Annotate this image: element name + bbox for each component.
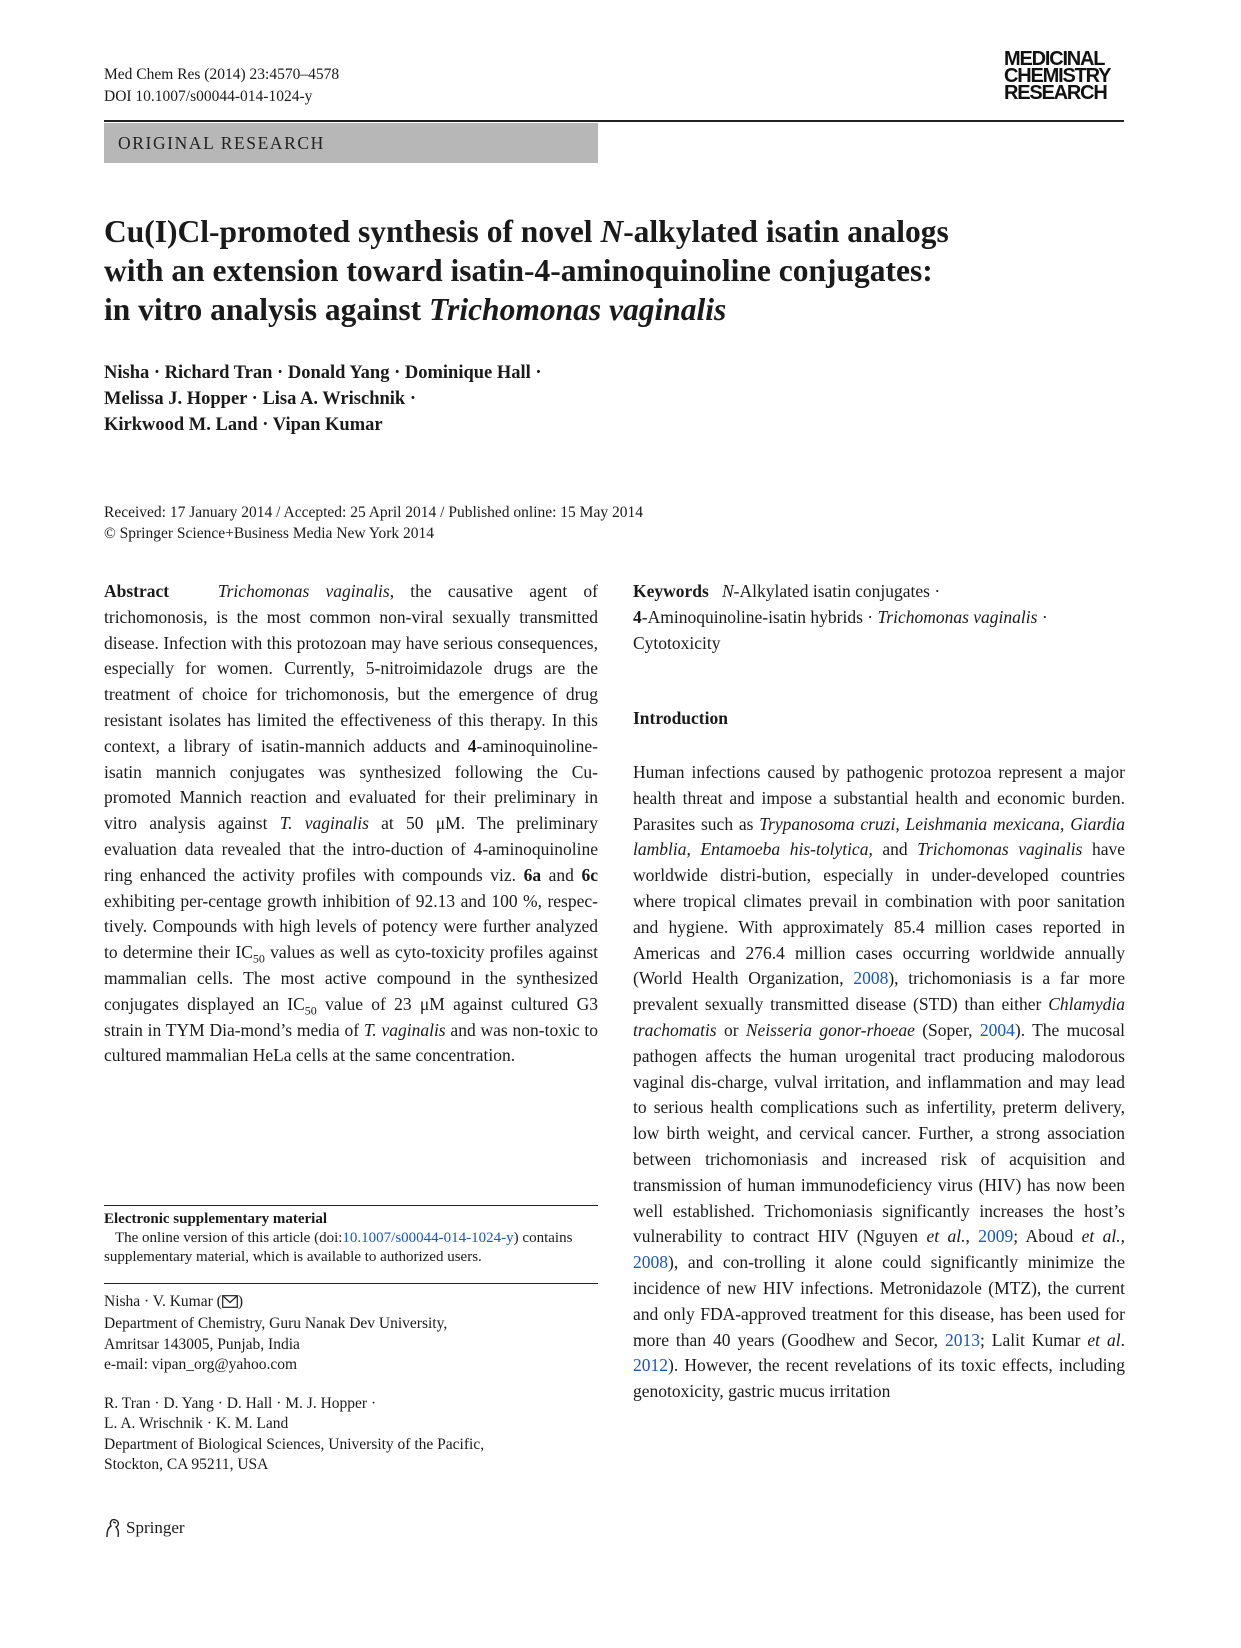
- logo-line: MEDICINAL: [1004, 48, 1105, 70]
- citation-link[interactable]: 2013: [944, 1329, 980, 1350]
- logo-line: RESEARCH: [1004, 82, 1107, 104]
- citation-link[interactable]: 2008: [853, 968, 889, 989]
- author-line: Kirkwood M. Land · Vipan Kumar: [104, 415, 383, 435]
- author-list: [104, 360, 904, 438]
- keywords: Keywords N-Alkylated isatin conjugates · 4-Aminoquinoline-isatin hybrids · Trichomonas vaginalis · Cytotoxicity: [633, 581, 1048, 653]
- author-email[interactable]: e-mail: vipan_org@yahoo.com: [104, 1355, 298, 1373]
- doi-link[interactable]: 10.1007/s00044-014-1024-y: [342, 1230, 514, 1246]
- introduction-text: Human infections caused by pathogenic protozoa represent a major health threat and impose a substantial health and economic burden. Parasites such as Trypanosoma cruzi, Leishmania mexicana, Giardia lamblia, Entamoeba his-tolytica, and Trichomonas vaginalis have worldwide distri-bution, especially in under-developed countries where tropical climates prevail in combination with poor sanitation and hygiene. With approximately 85.4 million cases reported in Americas and 276.4 million cases occurring worldwide annually (World Health Organization, 2008), trichomoniasis is a far more prevalent sexually transmitted disease (STD) than either Chlamydia trachomatis or Neisseria gonor-rhoeae (Soper, 2004). The mucosal pathogen affects the human urogenital tract producing malodorous vaginal dis-charge, vulval irritation, and inflammation and may lead to serious health complications such as infertility, preterm delivery, low birth weight, and cervical cancer. Further, a strong association between trichomoniasis and increased risk of acquisition and transmission of human immunodeficiency virus (HIV) has now been well established. Trichomoniasis significantly increases the host’s vulnerability to contract HIV (Nguyen et al., 2009; Aboud et al., 2008), and con-trolling it alone could significantly minimize the incidence of new HIV infections. Metronidazole (MTZ), the current and only FDA-approved treatment for this disease, has been used for more than 40 years (Goodhew and Secor, 2013; Lalit Kumar et al. 2012). However, the recent revelations of its toxic effects, including genotoxicity, gastric mucus irritation: [633, 762, 1125, 1402]
- title-line-1: Cu(I)Cl-promoted synthesis of novel N-alkylated isatin analogs: [104, 214, 949, 249]
- history-dates: Received: 17 January 2014 / Accepted: 25 April 2014 / Published online: 15 May 2014: [104, 504, 643, 521]
- affiliation-biology: R. Tran · D. Yang · D. Hall · M. J. Hopper · L. A. Wrischnik · K. M. Land Department of Biological Sciences, University of the Pacific, Stockton, CA 95211, USA: [104, 1395, 485, 1473]
- abstract: Abstract Trichomonas vaginalis, the causative agent of trichomonosis, is the most common non-viral sexually transmitted disease. Infection with this protozoan may have serious consequences, especially for women. Currently, 5-nitroimidazole drugs are the treatment of choice for trichomonosis, but the emergence of drug resistant isolates has limited the effectiveness of this therapy. In this context, a library of isatin-mannich adducts and 4-aminoquinoline-isatin mannich conjugates was synthesized following the Cu-promoted Mannich reaction and evaluated for their preliminary in vitro analysis against T. vaginalis at 50 μM. The preliminary evaluation data revealed that the intro-duction of 4-aminoquinoline ring enhanced the activity profiles with compounds viz. 6a and 6c exhibiting per-centage growth inhibition of 92.13 and 100 %, respec-tively. Compounds with high levels of potency were further analyzed to determine their $IC_{50}$ values as well as cyto-toxicity profiles against mammalian cells. The most active compound in the synthesized conjugates displayed an $IC_{50}$ value of 23 μM against cultured G3 strain in TYM Dia-mond’s media of T. vaginalis and was non-toxic to cultured mammalian HeLa cells at the same concentration.: [104, 581, 598, 1066]
- springer-horse-icon: [104, 1518, 122, 1538]
- journal-citation-block: [104, 64, 339, 108]
- header-rule: [104, 120, 1124, 122]
- publisher-footer: [104, 1518, 185, 1538]
- affiliation-chemistry: Nisha · V. Kumar ( ) Department of Chemistry, Guru Nanak Dev University, Amritsar 143005, Punjab, India e-mail: vipan_org@yahoo.com: [104, 1292, 598, 1375]
- citation-link[interactable]: 2008: [633, 1252, 668, 1273]
- publication-history: [104, 502, 1004, 544]
- author-line: Nisha · Richard Tran · Donald Yang · Dominique Hall ·: [104, 363, 542, 383]
- journal-logo: [1004, 48, 1124, 104]
- section-label: ORIGINAL RESEARCH: [104, 123, 598, 163]
- citation-link[interactable]: 2012: [633, 1355, 668, 1376]
- article-title: [104, 212, 1104, 329]
- publisher-name: Springer: [126, 1518, 185, 1537]
- introduction-heading: Introduction: [633, 708, 728, 728]
- citation-link[interactable]: 2009: [978, 1226, 1014, 1247]
- notes-rule: [104, 1205, 598, 1206]
- logo-line: CHEMISTRY: [1004, 65, 1111, 87]
- abstract-heading: Abstract: [104, 581, 170, 601]
- title-line-2: with an extension toward isatin-4-aminoquinoline conjugates:: [104, 253, 933, 288]
- journal-citation: Med Chem Res (2014) 23:4570–4578: [104, 66, 340, 83]
- keywords-heading: Keywords: [633, 581, 709, 601]
- envelope-icon: [222, 1294, 238, 1314]
- title-line-3: in vitro analysis against Trichomonas vaginalis: [104, 292, 727, 327]
- citation-link[interactable]: 2004: [979, 1019, 1015, 1040]
- author-line: Melissa J. Hopper · Lisa A. Wrischnik ·: [104, 389, 416, 409]
- article-doi: DOI 10.1007/s00044-014-1024-y: [104, 88, 313, 105]
- copyright-line: © Springer Science+Business Media New York 2014: [104, 525, 435, 542]
- affiliation-rule: [104, 1283, 598, 1284]
- supplementary-note: Electronic supplementary material The online version of this article (doi:10.1007/s00044-014-1024-y) contains supplementary material, which is available to authorized users.: [104, 1211, 573, 1265]
